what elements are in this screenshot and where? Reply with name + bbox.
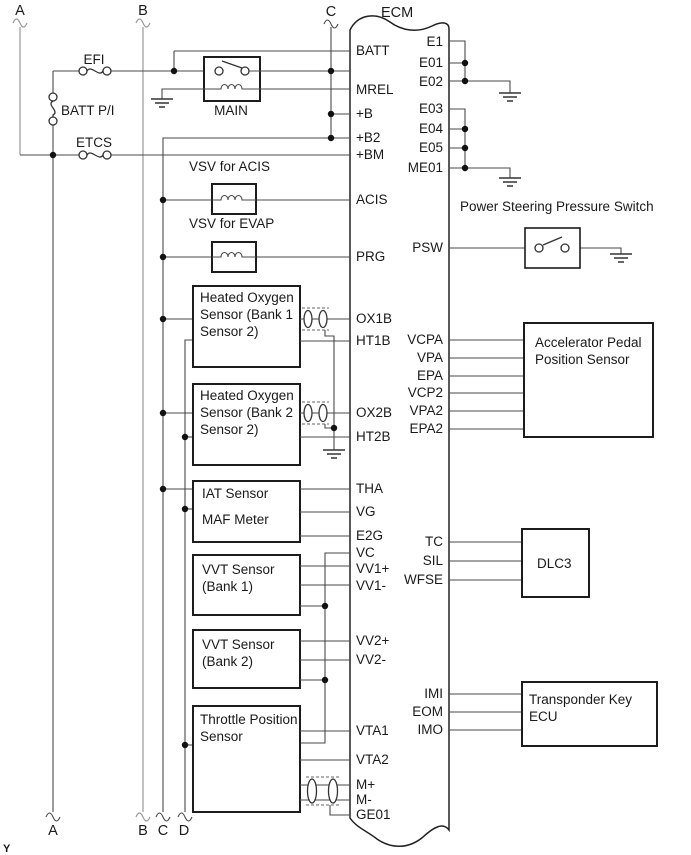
terminal-ge01: GE01 bbox=[356, 807, 391, 822]
efi-fuse-terminal-left bbox=[79, 67, 87, 75]
psw-contact-left bbox=[535, 244, 543, 252]
wire-e1-e02-group bbox=[449, 41, 510, 93]
main-relay-contact-left bbox=[215, 67, 223, 75]
wire-transponder-group bbox=[449, 694, 522, 730]
terminal-mminus: M- bbox=[356, 792, 372, 807]
page-marker: Y bbox=[3, 843, 11, 855]
ho2s2-label-line1: Heated Oxygen bbox=[200, 388, 294, 403]
wire-dlc3-group bbox=[449, 542, 522, 580]
ho2s1-shield-cap-right bbox=[319, 311, 327, 328]
terminal-sil: SIL bbox=[422, 553, 443, 568]
terminal-ht1b: HT1B bbox=[356, 333, 391, 348]
motor-shield-cap-left bbox=[308, 779, 317, 803]
vsv-acis-box bbox=[212, 184, 256, 214]
battpi-link-terminal-top bbox=[49, 93, 57, 101]
tps-label-line2: Sensor bbox=[200, 729, 243, 744]
etcs-fuse-element bbox=[87, 153, 103, 157]
terminal-e03: E03 bbox=[418, 101, 443, 116]
battpi-link-label: BATT P/I bbox=[61, 103, 115, 118]
ho2s1-label-line1: Heated Oxygen bbox=[200, 290, 294, 305]
terminal-vv2p: VV2+ bbox=[356, 633, 390, 648]
terminal-vc: VC bbox=[356, 545, 375, 560]
connector-bottom-a: A bbox=[48, 823, 58, 839]
connector-bottom-c: C bbox=[157, 823, 169, 839]
vsv-evap-label: VSV for EVAP bbox=[189, 216, 275, 231]
terminal-me01: ME01 bbox=[407, 160, 443, 175]
terminal-plusb2: +B2 bbox=[356, 130, 381, 145]
main-relay-box bbox=[204, 57, 260, 101]
ho2s2-shield-cap-left bbox=[304, 405, 312, 422]
break-symbol-bottom-a bbox=[46, 813, 60, 821]
ground-psw bbox=[610, 254, 632, 262]
terminal-eom: EOM bbox=[412, 704, 443, 719]
connector-top-c: C bbox=[325, 4, 337, 20]
vvt2-label-line1: VVT Sensor bbox=[202, 637, 275, 652]
connector-bottom-d: D bbox=[178, 823, 190, 839]
efi-fuse-label: EFI bbox=[83, 52, 105, 67]
etcs-fuse-label: ETCS bbox=[75, 135, 113, 150]
terminal-mplus: M+ bbox=[356, 777, 376, 792]
terminal-vg: VG bbox=[356, 504, 376, 519]
terminal-prg: PRG bbox=[356, 249, 386, 264]
wire-app-group bbox=[449, 340, 524, 429]
terminal-vta1: VTA1 bbox=[356, 723, 389, 738]
break-symbol-top-c bbox=[324, 20, 338, 28]
ground-shield-drain bbox=[323, 450, 345, 458]
wire-e03-me01-group bbox=[449, 109, 510, 178]
transponder-label-line1: Transponder Key bbox=[529, 692, 633, 707]
iat-label: IAT Sensor bbox=[202, 486, 269, 501]
connector-top-b: B bbox=[138, 3, 148, 19]
etcs-fuse-terminal-right bbox=[103, 151, 111, 159]
terminal-vpa2: VPA2 bbox=[409, 403, 443, 418]
vvt1-label-line1: VVT Sensor bbox=[202, 562, 275, 577]
terminal-epa2: EPA2 bbox=[409, 421, 443, 436]
ho2s2-label-line3: Sensor 2) bbox=[200, 422, 259, 437]
vsv-acis-label: VSV for ACIS bbox=[189, 159, 271, 174]
terminal-wfse: WFSE bbox=[404, 572, 443, 587]
wire-main-relay-coil-ground bbox=[162, 89, 204, 99]
terminal-ht2b: HT2B bbox=[356, 429, 391, 444]
terminal-vcp2: VCP2 bbox=[407, 385, 443, 400]
ecm-title: ECM bbox=[381, 5, 414, 21]
ho2s1-label-line2: Sensor (Bank 1 bbox=[200, 307, 294, 322]
battpi-link-element bbox=[51, 101, 55, 117]
break-symbol-bottom-c bbox=[156, 813, 170, 821]
ho2s2-label-line2: Sensor (Bank 2 bbox=[200, 405, 294, 420]
main-relay-contact-right bbox=[241, 67, 249, 75]
terminal-vcpa: VCPA bbox=[407, 332, 443, 347]
terminal-ox2b: OX2B bbox=[356, 405, 393, 420]
ground-e02 bbox=[499, 93, 521, 101]
break-symbol-bottom-b bbox=[136, 813, 150, 821]
psw-label: Power Steering Pressure Switch bbox=[460, 199, 654, 214]
etcs-fuse-terminal-left bbox=[79, 151, 87, 159]
psw-box bbox=[525, 228, 580, 268]
break-symbol-top-a bbox=[13, 19, 27, 27]
ground-main-relay bbox=[151, 99, 173, 107]
app-label-line2: Position Sensor bbox=[535, 352, 630, 367]
wire-vc-line bbox=[300, 553, 350, 743]
terminal-imo: IMO bbox=[417, 722, 443, 737]
motor-shield-cap-right bbox=[329, 779, 338, 803]
ho2s1-shield-cap-left bbox=[304, 311, 312, 328]
terminal-e05: E05 bbox=[418, 140, 443, 155]
main-relay-label: MAIN bbox=[214, 103, 248, 118]
terminal-epa: EPA bbox=[416, 368, 443, 383]
terminal-psw: PSW bbox=[412, 240, 443, 255]
break-symbol-top-b bbox=[136, 19, 150, 27]
vvt1-label-line2: (Bank 1) bbox=[202, 579, 254, 594]
terminal-plusbm: +BM bbox=[356, 147, 385, 162]
wire-shield-drain bbox=[325, 330, 334, 450]
terminal-mrel: MREL bbox=[356, 82, 394, 97]
wire-batt-feed bbox=[174, 51, 350, 71]
terminal-imi: IMI bbox=[424, 686, 443, 701]
app-label-line1: Accelerator Pedal bbox=[535, 335, 642, 350]
terminal-acis: ACIS bbox=[356, 192, 388, 207]
terminal-vpa: VPA bbox=[416, 350, 443, 365]
ho2s1-label-line3: Sensor 2) bbox=[200, 324, 259, 339]
terminal-e01: E01 bbox=[418, 55, 443, 70]
transponder-label-line2: ECU bbox=[529, 709, 558, 724]
terminal-e04: E04 bbox=[418, 121, 443, 136]
efi-fuse-element bbox=[87, 69, 103, 73]
terminal-vv2m: VV2- bbox=[356, 652, 387, 667]
connector-bottom-b: B bbox=[138, 823, 148, 839]
terminal-e02: E02 bbox=[418, 74, 443, 89]
break-symbol-bottom-d bbox=[178, 813, 192, 821]
terminal-batt: BATT bbox=[356, 43, 390, 58]
psw-contact-right bbox=[561, 244, 569, 252]
terminal-e1: E1 bbox=[426, 34, 443, 49]
battpi-link-terminal-bottom bbox=[49, 117, 57, 125]
terminal-vv1p: VV1+ bbox=[356, 561, 390, 576]
tps-label-line1: Throttle Position bbox=[200, 712, 298, 727]
terminal-e2g: E2G bbox=[356, 528, 384, 543]
terminal-plusb: +B bbox=[356, 106, 373, 121]
ground-me01 bbox=[499, 178, 521, 186]
maf-label: MAF Meter bbox=[202, 512, 269, 527]
vvt2-label-line2: (Bank 2) bbox=[202, 654, 254, 669]
terminal-ox1b: OX1B bbox=[356, 311, 393, 326]
terminal-tha: THA bbox=[356, 481, 383, 496]
connector-top-a: A bbox=[15, 3, 25, 19]
efi-fuse-terminal-right bbox=[103, 67, 111, 75]
wire-ge01 bbox=[330, 805, 350, 815]
terminal-tc: TC bbox=[425, 534, 443, 549]
wire-d-line bbox=[185, 340, 193, 812]
terminal-vta2: VTA2 bbox=[356, 752, 389, 767]
dlc3-label: DLC3 bbox=[537, 556, 572, 571]
terminal-vv1m: VV1- bbox=[356, 578, 387, 593]
ho2s2-shield-cap-right bbox=[319, 405, 327, 422]
